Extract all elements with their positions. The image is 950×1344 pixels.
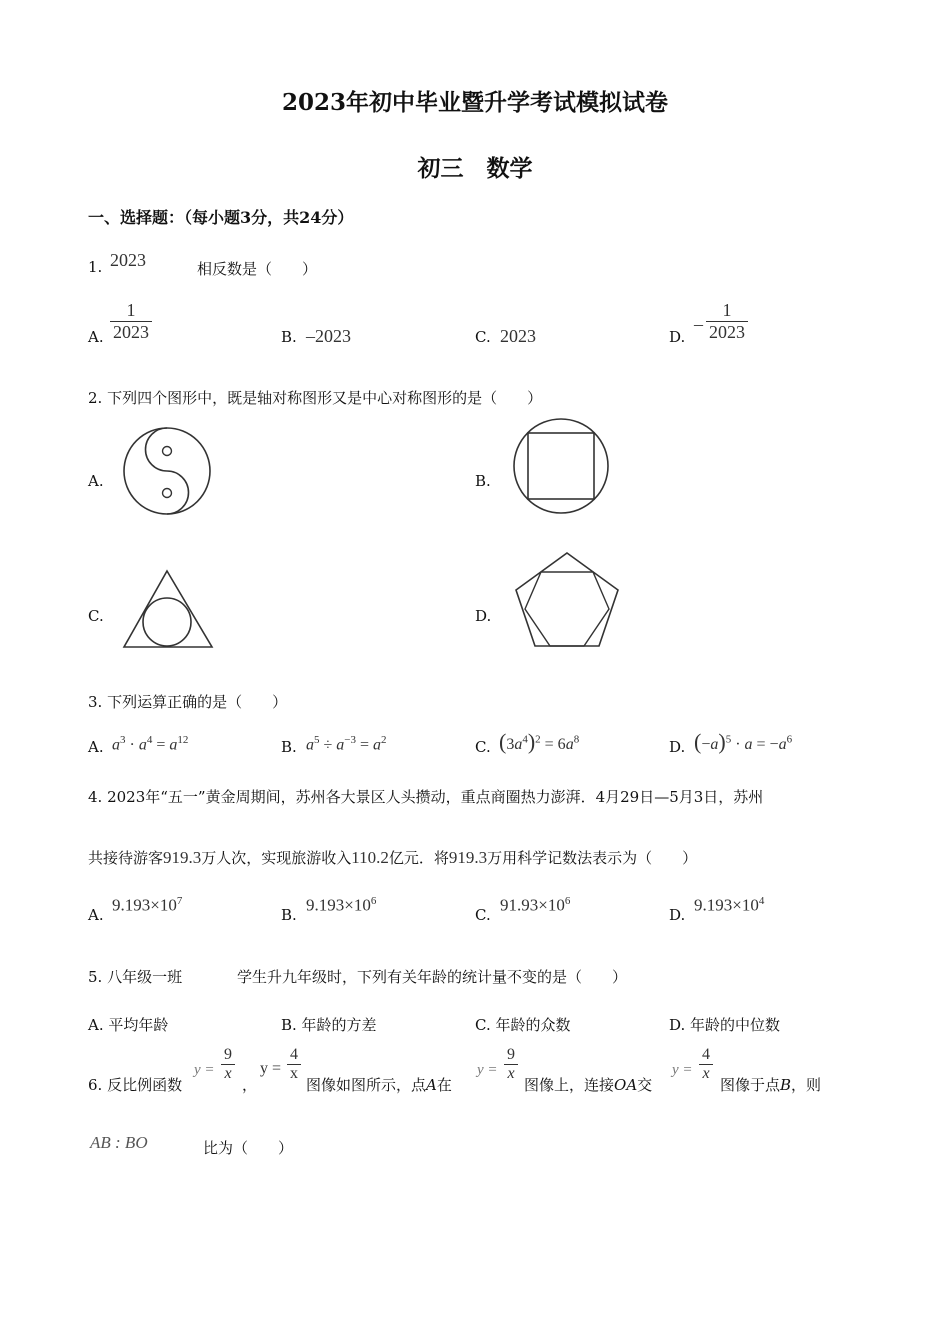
hexagon-in-pentagon-figure <box>512 550 624 650</box>
circle-in-triangle-figure <box>120 568 216 650</box>
q1-option-d-sign: – <box>694 314 703 334</box>
fraction-denominator: x <box>699 1064 713 1083</box>
q3-option-a-expression: $a^3 \cdot a^4 = a^{12}$ <box>112 734 189 754</box>
q2-option-b-label: B. <box>475 472 491 490</box>
q4-convert-value: 919.3 <box>448 848 488 867</box>
exponent: 7 <box>176 895 183 907</box>
fraction-denominator: 2023 <box>706 321 748 343</box>
q4-line2-part-b: 万人次，实现旅游收入 <box>201 849 352 867</box>
fraction-denominator: x <box>221 1064 235 1083</box>
q4-option-d-value <box>694 895 764 916</box>
fraction-numerator: 9 <box>224 1046 232 1063</box>
q4-option-b-value <box>306 895 376 916</box>
q2-text: 2. 下列四个图形中，既是轴对称图形又是中心对称图形的是（ ） <box>88 389 543 407</box>
q1-text: 相反数是（ ） <box>197 260 318 278</box>
fraction-numerator: 4 <box>290 1046 298 1063</box>
exponent: 4 <box>758 895 765 907</box>
q6-func1-lhs: y = <box>194 1062 215 1078</box>
q3-option-b-label: B. <box>281 738 297 756</box>
yin-yang-figure <box>120 424 215 519</box>
q3-option-c-expression: $(3a^4)^2 = 6a^8$ <box>499 729 580 754</box>
q6-text-6: 交 <box>637 1076 653 1094</box>
q4-option-c-label: C. <box>475 906 491 924</box>
q5-text-a: 5. 八年级一班 <box>88 968 183 986</box>
q6-func1-fraction <box>221 1046 235 1083</box>
q1-option-c-value: 2023 <box>500 326 536 346</box>
fraction-denominator: x <box>287 1064 301 1083</box>
q6-text-1: 6. 反比例函数 <box>88 1076 183 1094</box>
q1-option-b-value: –2023 <box>306 326 351 346</box>
q6-func4-lhs: y = <box>672 1062 693 1078</box>
q1-option-d-label: D. <box>669 328 686 346</box>
q3-option-b-expression: $a^5 \div a^{-3} = a^2$ <box>306 734 387 754</box>
q2-option-c-label: C. <box>88 607 104 625</box>
page-subtitle: 初三 数学 <box>417 155 533 182</box>
q6-text-4: 在 <box>436 1076 452 1094</box>
fraction-numerator: 4 <box>702 1046 710 1063</box>
q4-option-c-value <box>500 895 570 916</box>
q1-option-d-fraction <box>706 300 748 343</box>
q4-line2-part-d: 万用科学记数法表示为（ ） <box>487 849 698 867</box>
q4-visitors-value: 919.3 <box>163 848 202 867</box>
point-b: B <box>780 1076 792 1094</box>
q6-func3-lhs: y = <box>477 1062 498 1078</box>
fraction-denominator: x <box>504 1064 518 1083</box>
exponent: 6 <box>370 895 377 907</box>
q6-func3-fraction <box>504 1046 518 1083</box>
q6-text-5 <box>524 1074 652 1095</box>
q6-func2-lhs: y = <box>260 1060 282 1077</box>
q5-option-a: A. 平均年龄 <box>88 1016 169 1034</box>
point-a: A <box>426 1076 437 1094</box>
q4-option-d-label: D. <box>669 906 686 924</box>
q6-ratio: AB : BO <box>90 1133 148 1152</box>
q6-text-8: ，则 <box>791 1076 822 1094</box>
q6-text-2: ， <box>242 1076 258 1094</box>
fraction-numerator: 1 <box>126 300 136 320</box>
q3-option-c-label: C. <box>475 738 491 756</box>
q2-option-d-label: D. <box>475 607 492 625</box>
q1-option-a-label: A. <box>88 328 104 346</box>
q4-revenue-value: 110.2 <box>351 848 389 867</box>
fraction-numerator: 1 <box>722 300 732 320</box>
q6-func2-fraction <box>287 1046 301 1083</box>
q4-option-a-label: A. <box>88 906 104 924</box>
q6-text-3 <box>306 1074 452 1095</box>
q4-line2-part-c: 亿元．将 <box>388 849 449 867</box>
q6-text-3a: 图像如图所示，点 <box>306 1076 427 1094</box>
q1-option-c-label: C. <box>475 328 491 346</box>
q3-option-d-label: D. <box>669 738 686 756</box>
q4-option-b-label: B. <box>281 906 297 924</box>
q1-value: 2023 <box>110 250 146 270</box>
q6-text-9: 比为（ ） <box>203 1139 294 1157</box>
fraction-numerator: 9 <box>507 1046 515 1063</box>
q6-func4-fraction <box>699 1046 713 1083</box>
q5-option-d: D. 年龄的中位数 <box>669 1016 781 1034</box>
q4-line1: 4. 2023年“五一”黄金周期间，苏州各大景区人头攒动，重点商圈热力澎湃．4月29日—5月3日，苏州 <box>88 788 764 806</box>
q1-number: 1. <box>88 258 103 276</box>
q1-option-a-fraction <box>110 300 152 343</box>
q4-line2-part-a: 共接待游客 <box>88 849 164 867</box>
section-heading: 一、选择题：（每小题3分，共24分） <box>88 208 354 227</box>
page-title: 2023年初中毕业暨升学考试模拟试卷 <box>281 89 668 116</box>
mantissa: 9.193×10 <box>112 895 177 915</box>
q2-option-a-label: A. <box>88 472 104 490</box>
q3-text: 3. 下列运算正确的是（ ） <box>88 693 288 711</box>
mantissa: 9.193×10 <box>306 895 371 915</box>
q6-text-7 <box>720 1074 821 1095</box>
q5-option-c: C. 年龄的众数 <box>475 1016 571 1034</box>
q6-text-5a: 图像上，连接 <box>524 1076 615 1094</box>
q3-option-d-expression: $(-a)^5 \cdot a = -a^6$ <box>694 729 793 754</box>
mantissa: 91.93×10 <box>500 895 565 915</box>
q4-option-a-value <box>112 895 182 916</box>
mantissa: 9.193×10 <box>694 895 759 915</box>
q1-option-b-label: B. <box>281 328 297 346</box>
q6-text-7a: 图像于点 <box>720 1076 781 1094</box>
square-in-circle-figure <box>510 418 612 520</box>
exponent: 6 <box>564 895 571 907</box>
fraction-denominator: 2023 <box>110 321 152 343</box>
q5-text-b: 学生升九年级时，下列有关年龄的统计量不变的是（ ） <box>237 968 628 986</box>
q3-option-a-label: A. <box>88 738 104 756</box>
q5-option-b: B. 年龄的方差 <box>281 1016 377 1034</box>
segment-oa: OA <box>614 1076 638 1094</box>
q4-line2 <box>88 847 697 868</box>
